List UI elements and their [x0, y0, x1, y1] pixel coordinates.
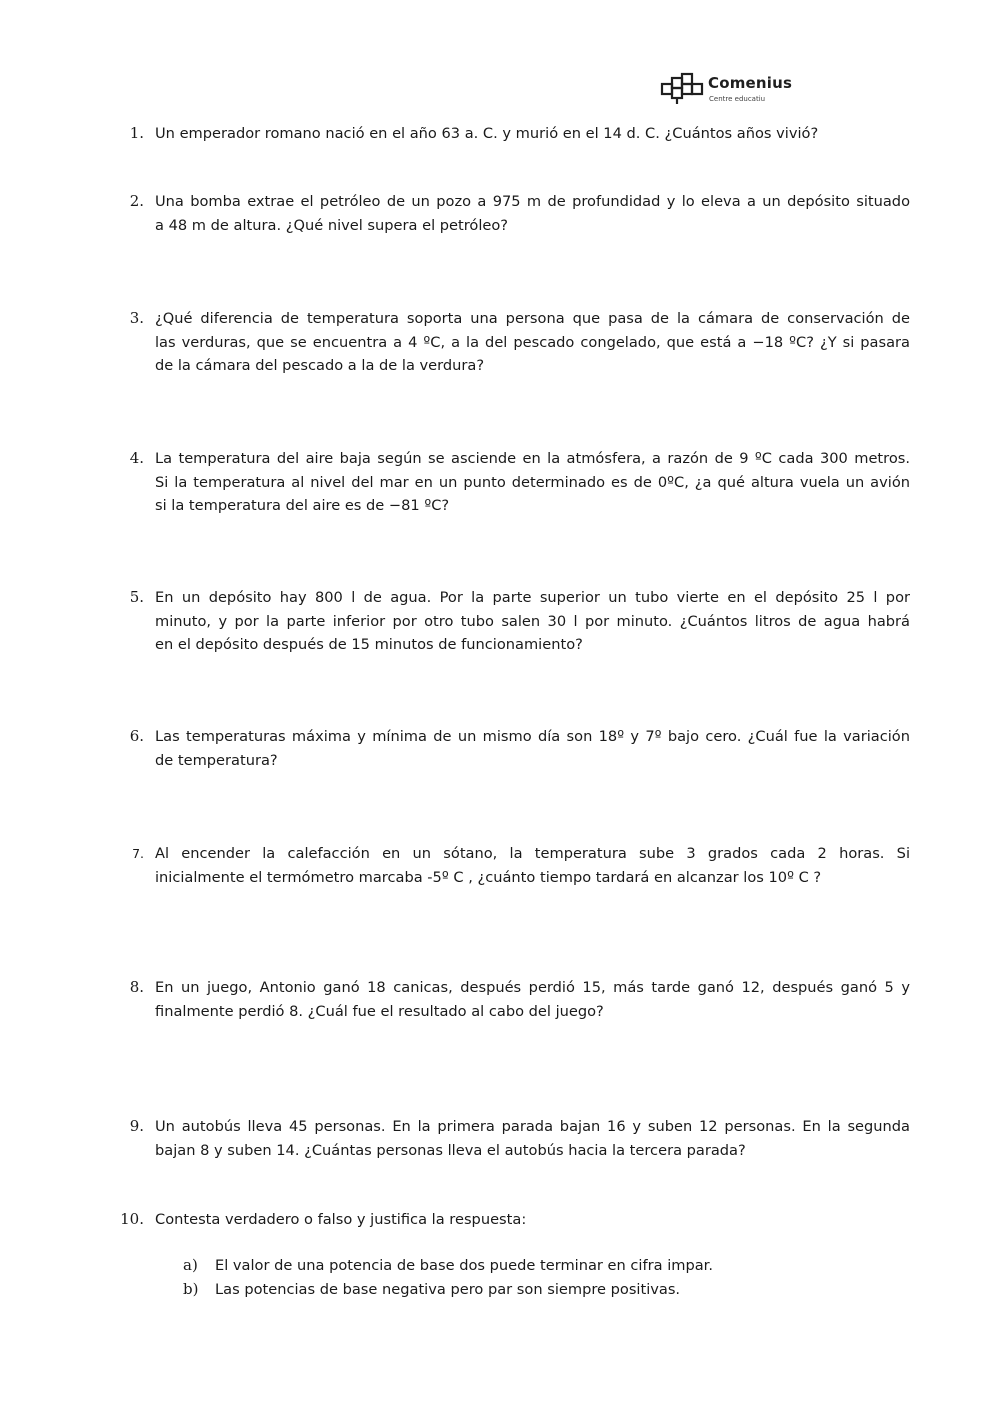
sub-item-text: Las potencias de base negativa pero par son siempre positivas.	[215, 1281, 681, 1298]
question-7	[120, 842, 910, 889]
question-1	[120, 122, 910, 146]
question-line: bajan 8 y suben 14. ¿Cuántas personas lleva el autobús hacia la tercera parada?	[155, 1141, 746, 1159]
question-number: 4.	[129, 449, 144, 467]
question-line: En un juego, Antonio ganó 18 canicas, después perdió 15, más tarde ganó 12, después ganó 5 y	[155, 979, 910, 996]
question-number: 6.	[129, 727, 144, 745]
question-2	[120, 190, 910, 237]
question-line: Al encender la calefacción en un sótano, la temperatura sube 3 grados cada 2 horas. Si	[155, 845, 910, 862]
question-line: minuto, y por la parte inferior por otro tubo salen 30 l por minuto. ¿Cuántos litros de agua habrá	[155, 612, 910, 630]
question-line: Contesta verdadero o falso y justifica la respuesta:	[155, 1211, 527, 1228]
question-4	[120, 447, 910, 518]
question-line: La temperatura del aire baja según se asciende en la atmósfera, a razón de 9 ºC cada 300 metros.	[155, 450, 910, 467]
logo-name: Comenius	[708, 74, 793, 92]
sub-item-b	[183, 1278, 883, 1302]
logo-subtitle: Centre educatiu	[709, 95, 766, 103]
question-number: 5.	[129, 588, 144, 606]
question-line: de la cámara del pescado a la de la verdura?	[155, 357, 485, 374]
question-text	[155, 1208, 910, 1232]
question-line: Un autobús lleva 45 personas. En la primera parada bajan 16 y suben 12 personas. En la segunda	[155, 1118, 910, 1135]
question-text	[155, 1115, 910, 1162]
question-line: Si la temperatura al nivel del mar en un punto determinado es de 0ºC, ¿a qué altura vuela un avión	[155, 473, 910, 491]
question-10	[120, 1208, 910, 1232]
question-text	[155, 122, 910, 146]
question-number: 10.	[120, 1210, 144, 1228]
question-5	[120, 586, 910, 657]
sub-item-a	[183, 1254, 883, 1278]
question-text	[155, 190, 910, 237]
question-line: en el depósito después de 15 minutos de funcionamiento?	[155, 636, 583, 653]
question-text	[155, 307, 910, 378]
question-line: Las temperaturas máxima y mínima de un mismo día son 18º y 7º bajo cero. ¿Cuál fue la variación	[155, 728, 910, 745]
question-text	[155, 447, 910, 518]
question-line: de temperatura?	[155, 751, 278, 769]
question-line: si la temperatura del aire es de −81 ºC?	[155, 497, 450, 514]
comenius-logo	[660, 70, 810, 110]
question-number: 3.	[129, 309, 144, 327]
question-8	[120, 976, 910, 1023]
question-number: 2.	[129, 192, 144, 210]
question-line: Un emperador romano nació en el año 63 a. C. y murió en el 14 d. C. ¿Cuántos años vivió?	[155, 125, 819, 142]
question-text	[155, 725, 910, 772]
comenius-logo-mark-icon	[660, 72, 704, 106]
question-3	[120, 307, 910, 378]
question-text	[155, 976, 910, 1023]
question-line: a 48 m de altura. ¿Qué nivel supera el petróleo?	[155, 216, 509, 234]
question-6	[120, 725, 910, 772]
sub-item-label: b)	[183, 1280, 199, 1298]
sub-item-label: a)	[183, 1256, 198, 1274]
question-line: En un depósito hay 800 l de agua. Por la parte superior un tubo vierte en el depósito 25 l por	[155, 589, 910, 606]
question-number: 7.	[132, 846, 144, 861]
sub-item-text: El valor de una potencia de base dos puede terminar en cifra impar.	[215, 1257, 713, 1274]
question-number: 9.	[129, 1117, 144, 1135]
question-line: inicialmente el termómetro marcaba -5º C , ¿cuánto tiempo tardará en alcanzar los 10º C ?	[155, 868, 822, 886]
question-line: Una bomba extrae el petróleo de un pozo a 975 m de profundidad y lo eleva a un depósito situado	[155, 193, 910, 210]
question-line: finalmente perdió 8. ¿Cuál fue el resultado al cabo del juego?	[155, 1002, 604, 1020]
question-text	[155, 842, 910, 889]
question-text	[155, 586, 910, 657]
question-line: las verduras, que se encuentra a 4 ºC, a la del pescado congelado, que está a −18 ºC? ¿Y si pasara	[155, 333, 910, 351]
question-line: ¿Qué diferencia de temperatura soporta una persona que pasa de la cámara de conservación de	[155, 310, 910, 327]
question-9	[120, 1115, 910, 1162]
question-number: 1.	[129, 124, 144, 142]
question-number: 8.	[129, 978, 144, 996]
